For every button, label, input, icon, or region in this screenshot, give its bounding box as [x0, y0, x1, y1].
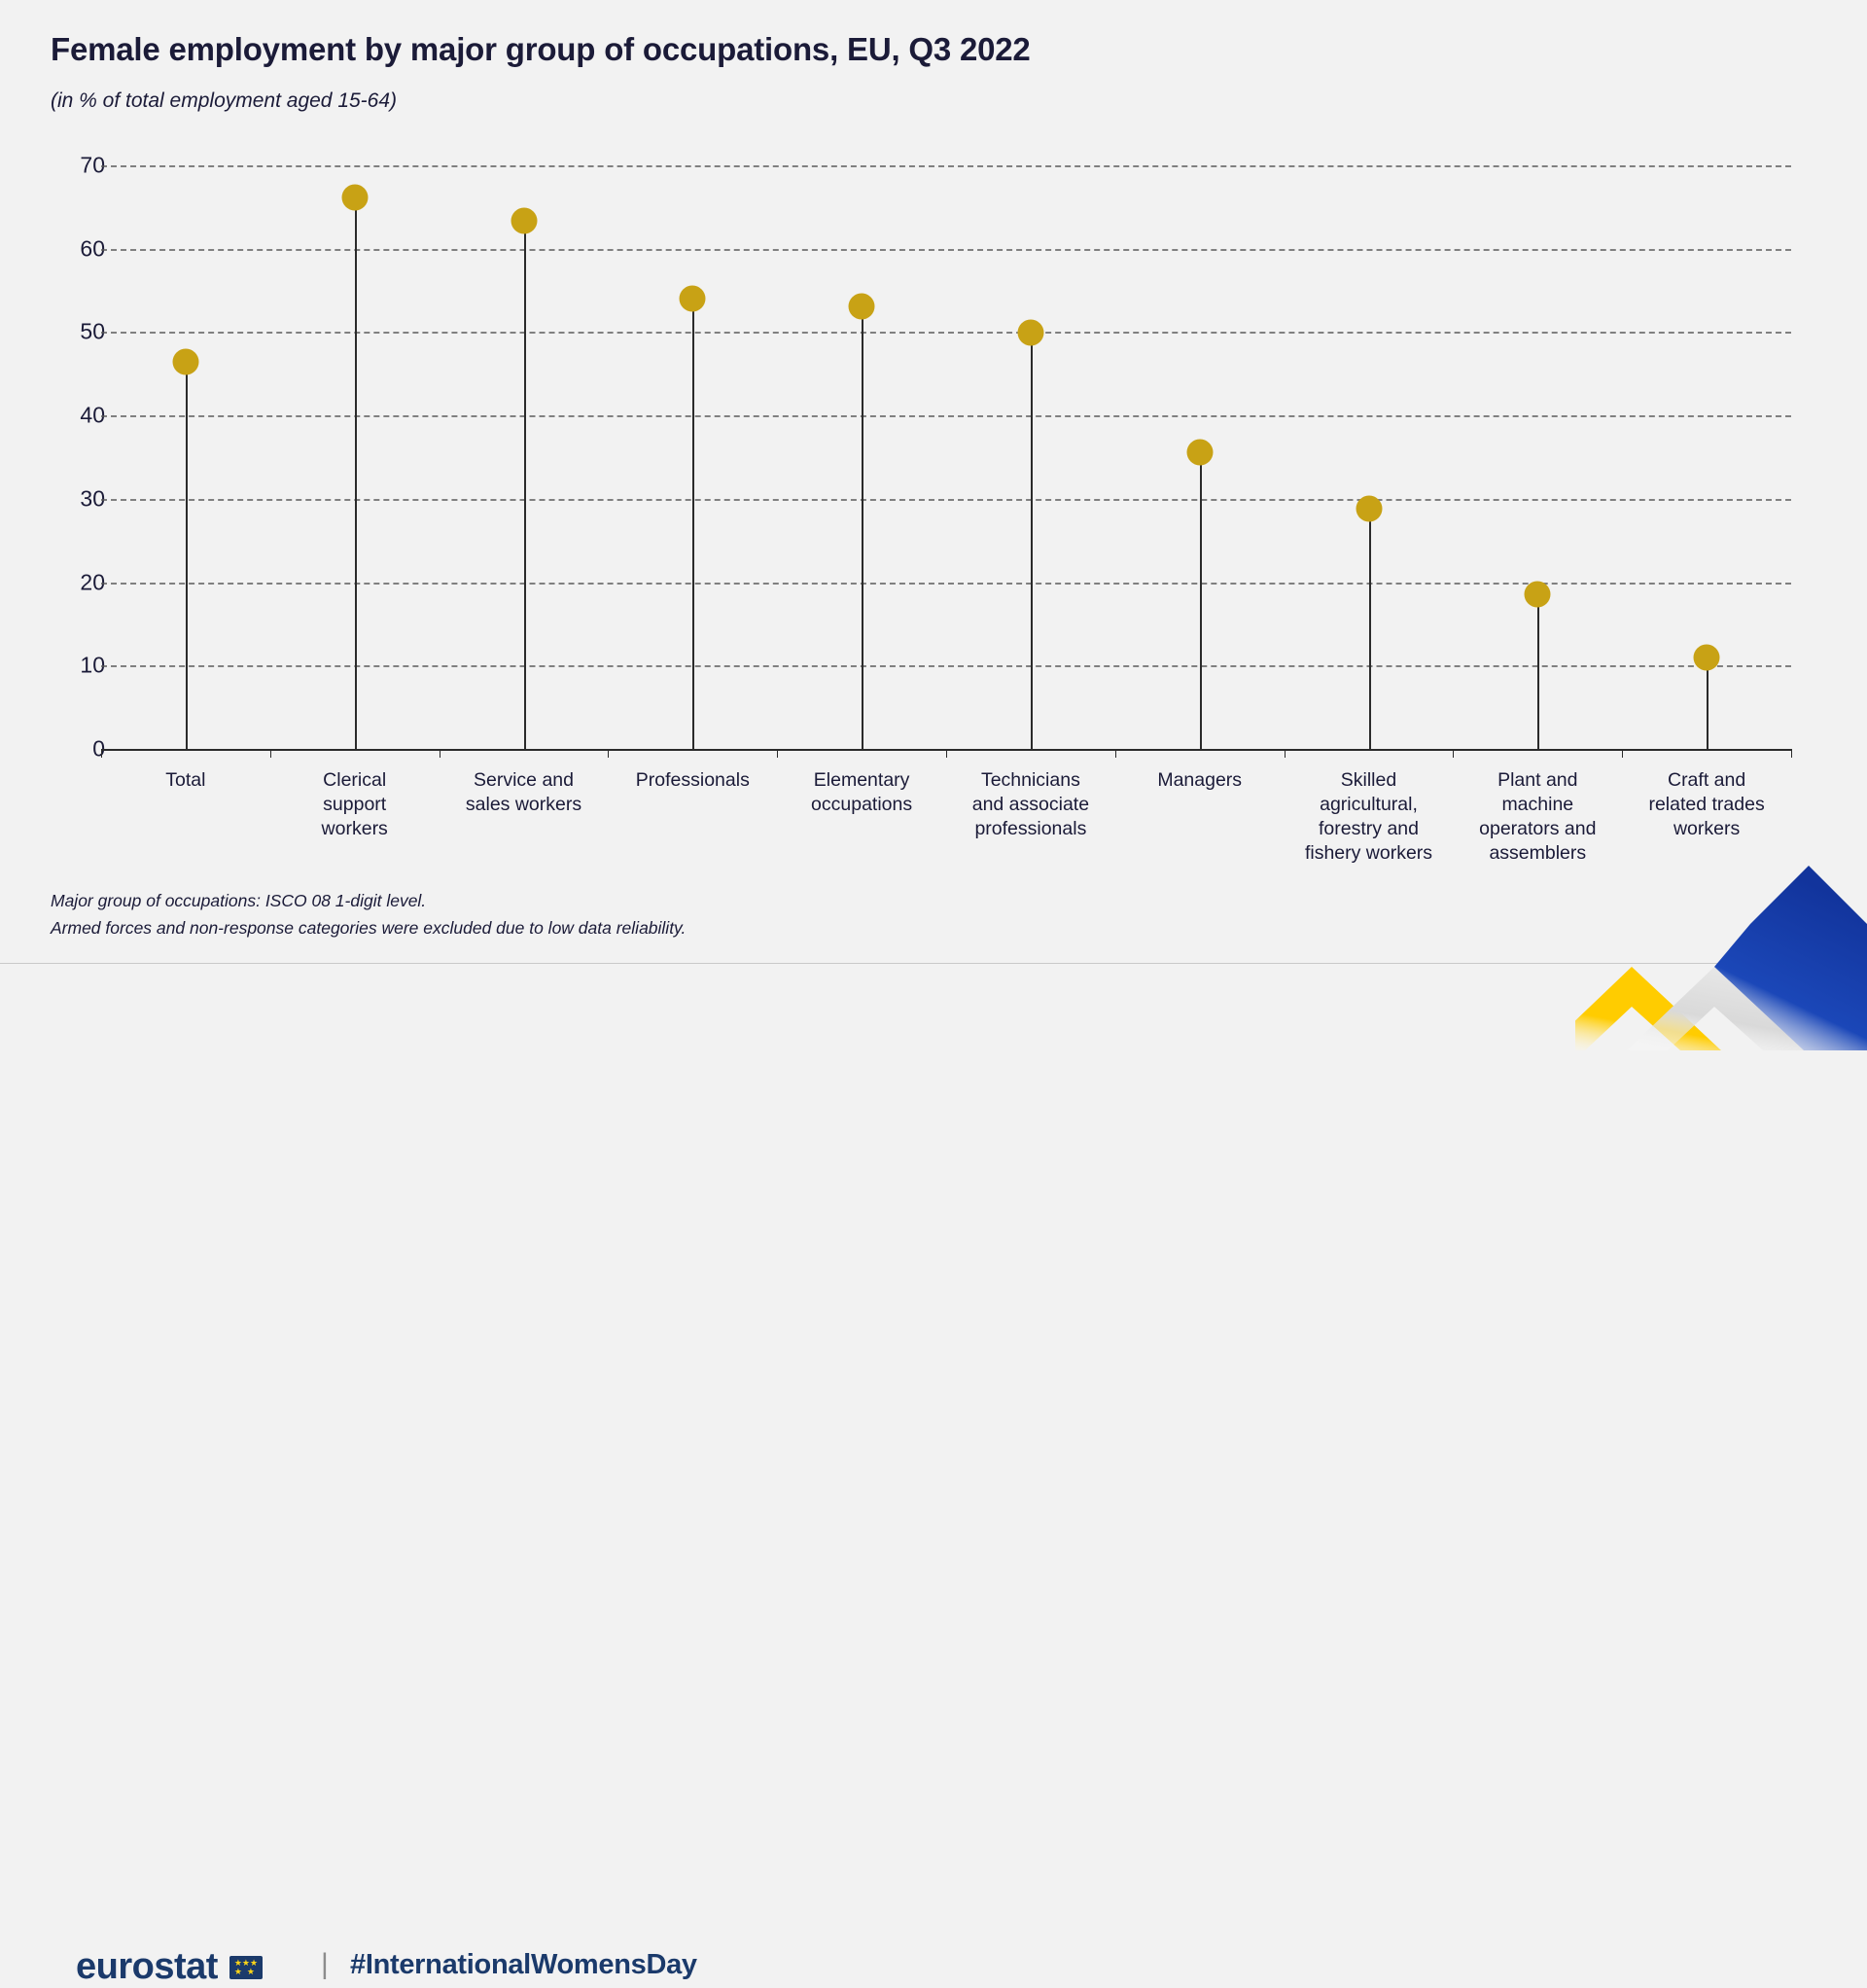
- x-axis-tickmark: [101, 749, 102, 758]
- data-point[interactable]: [341, 185, 368, 211]
- y-axis-tick-label: 70: [80, 152, 105, 178]
- data-stem: [355, 197, 357, 749]
- footnote-2: Armed forces and non-response categories were excluded due to low data reliability.: [51, 918, 687, 938]
- data-point[interactable]: [172, 349, 198, 375]
- data-point[interactable]: [680, 286, 706, 312]
- x-axis-category-label: Total: [165, 769, 206, 791]
- page-subtitle: (in % of total employment aged 15-64): [51, 89, 398, 112]
- y-axis-tick-label: 10: [80, 652, 105, 678]
- eurostat-logo: [76, 1946, 263, 1988]
- plot-grid: [101, 165, 1791, 749]
- data-stem: [692, 299, 694, 749]
- x-axis-tickmark: [270, 749, 271, 758]
- y-axis-tick-label: 20: [80, 569, 105, 595]
- x-axis-tickmark: [1285, 749, 1286, 758]
- data-point[interactable]: [1694, 644, 1720, 670]
- data-point[interactable]: [849, 293, 875, 319]
- eu-flag-stars: ★★★ ★ ★: [233, 1957, 259, 1976]
- data-stem: [1537, 594, 1539, 749]
- x-axis-tickmark: [1453, 749, 1454, 758]
- x-axis-tickmark: [1791, 749, 1792, 758]
- x-axis-tickmark: [1115, 749, 1116, 758]
- x-axis-category-label: Clerical support workers: [321, 769, 388, 839]
- x-axis-category-label: Professionals: [635, 769, 750, 791]
- data-stem: [862, 306, 863, 749]
- x-axis-category-label: Skilled agricultural, forestry and fishery workers: [1304, 769, 1433, 864]
- data-point[interactable]: [511, 207, 537, 233]
- y-axis-tick-label: 0: [92, 735, 105, 762]
- x-axis-category-label: Elementary occupations: [811, 769, 913, 815]
- x-axis-category-label: Craft and related trades workers: [1648, 769, 1765, 839]
- x-axis-labels: [101, 768, 1791, 875]
- data-point[interactable]: [1525, 582, 1551, 608]
- x-axis-category-label: Technicians and associate professionals: [971, 769, 1090, 839]
- footer-hashtag: #InternationalWomensDay: [350, 1949, 697, 1980]
- y-axis: [51, 152, 105, 762]
- data-stem: [524, 221, 526, 749]
- data-stem: [1200, 452, 1202, 749]
- data-stem: [1369, 509, 1371, 749]
- data-point[interactable]: [1017, 320, 1043, 346]
- eu-flag-icon: [229, 1956, 263, 1979]
- x-axis-tickmark: [777, 749, 778, 758]
- x-axis-category-label: Plant and machine operators and assemblers: [1479, 769, 1597, 864]
- data-stem: [186, 362, 188, 749]
- eurostat-wordmark: eurostat: [76, 1946, 218, 1987]
- x-axis-tickmark: [1622, 749, 1623, 758]
- data-stem: [1031, 333, 1033, 749]
- y-axis-tick-label: 50: [80, 318, 105, 344]
- x-axis-category-label: Managers: [1157, 769, 1243, 791]
- page-title: Female employment by major group of occupations, EU, Q3 2022: [51, 31, 1031, 67]
- footnotes: [51, 887, 686, 941]
- x-axis-tickmark: [946, 749, 947, 758]
- plot-area: [51, 152, 1791, 762]
- data-stem: [1707, 657, 1708, 749]
- x-axis-category-label: Service and sales workers: [465, 769, 582, 815]
- data-point[interactable]: [1356, 496, 1382, 522]
- x-axis-tickmark: [608, 749, 609, 758]
- gridline: [101, 165, 1791, 167]
- data-point[interactable]: [1186, 439, 1213, 465]
- y-axis-tick-label: 40: [80, 402, 105, 428]
- footer: [0, 964, 1867, 1987]
- y-axis-tick-label: 30: [80, 485, 105, 512]
- footer-separator: |: [321, 1948, 329, 1980]
- y-axis-tick-label: 60: [80, 235, 105, 262]
- footnote-1: Major group of occupations: ISCO 08 1-digit level.: [51, 891, 427, 910]
